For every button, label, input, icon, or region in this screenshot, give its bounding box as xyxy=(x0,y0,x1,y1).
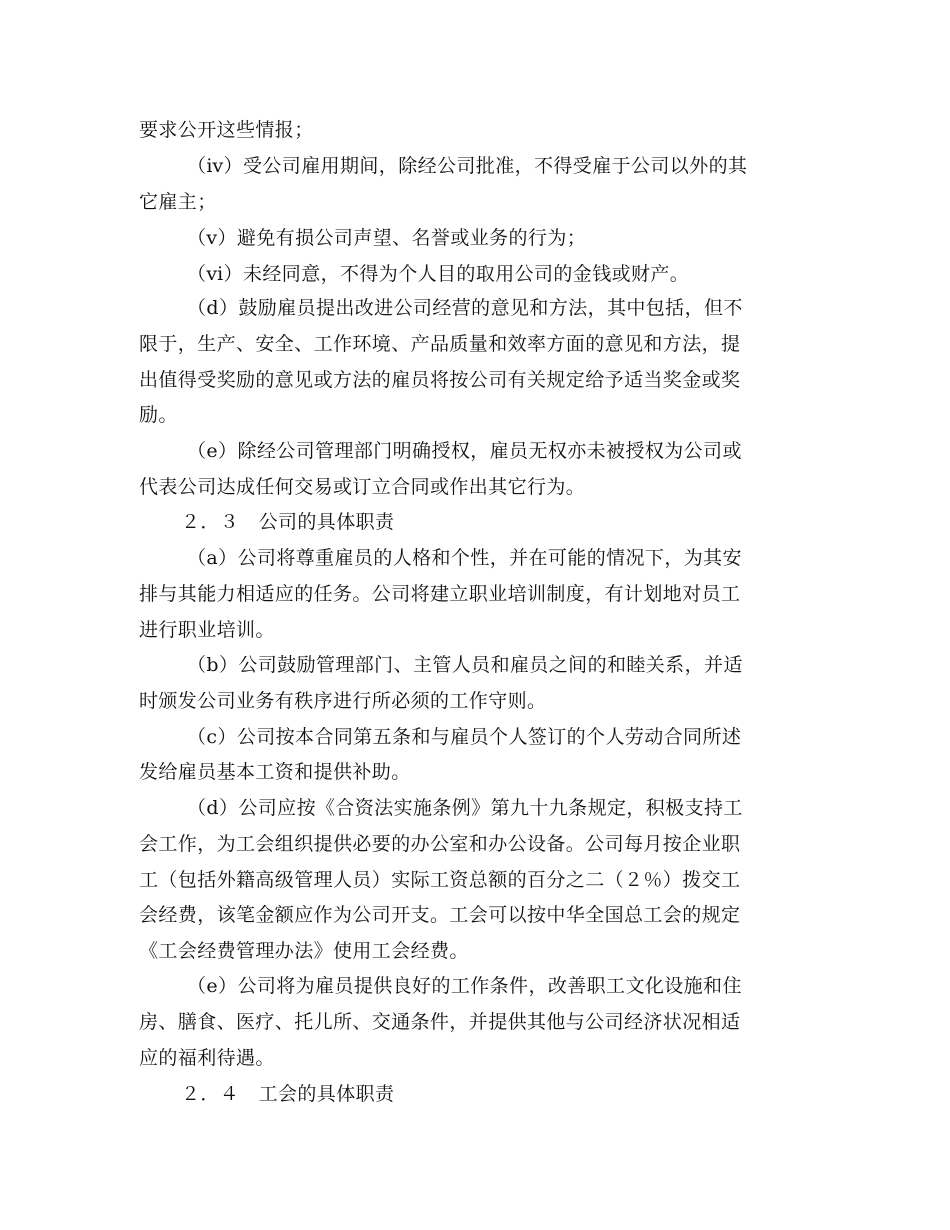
paragraph-line: 出值得受奖励的意见或方法的雇员将按公司有关规定给予适当奖金或奖 xyxy=(139,369,741,391)
paragraph-line: （a）公司将尊重雇员的人格和个性，并在可能的情况下，为其安 xyxy=(187,547,742,569)
paragraph-line: 房、膳食、医疗、托儿所、交通条件，并提供其他与公司经济状况相适 xyxy=(139,1011,741,1033)
paragraph-line: 会工作，为工会组织提供必要的办公室和办公设备。公司每月按企业职 xyxy=(139,833,741,855)
paragraph-line: 励。 xyxy=(139,404,178,426)
paragraph-line: 应的福利待遇。 xyxy=(139,1047,275,1069)
paragraph-line: （e）除经公司管理部门明确授权，雇员无权亦未被授权为公司或 xyxy=(187,440,742,462)
paragraph-line: 时颁发公司业务有秩序进行所必须的工作守则。 xyxy=(139,690,547,712)
paragraph-line: （ⅴ）避免有损公司声望、名誉或业务的行为； xyxy=(187,227,587,249)
paragraph-line: （e）公司将为雇员提供良好的工作条件，改善职工文化设施和住 xyxy=(187,975,742,997)
paragraph-line: （d）鼓励雇员提出改进公司经营的意见和方法，其中包括，但不 xyxy=(187,297,743,319)
paragraph-line: 要求公开这些情报； xyxy=(139,119,314,141)
paragraph-line: 发给雇员基本工资和提供补助。 xyxy=(139,761,411,783)
paragraph-line: 它雇主； xyxy=(139,191,217,213)
paragraph-line: 限于，生产、安全、工作环境、产品质量和效率方面的意见和方法，提 xyxy=(139,333,741,355)
section-heading: ２．４ 工会的具体职责 xyxy=(181,1083,395,1105)
paragraph-line: （c）公司按本合同第五条和与雇员个人签订的个人劳动合同所述 xyxy=(187,726,742,748)
paragraph-line: 《工会经费管理办法》使用工会经费。 xyxy=(139,940,469,962)
paragraph-line: 进行职业培训。 xyxy=(139,619,275,641)
paragraph-line: 工（包括外籍高级管理人员）实际工资总额的百分之二（２％）拨交工 xyxy=(139,869,741,891)
section-heading: ２．３ 公司的具体职责 xyxy=(181,511,395,533)
paragraph-line: （ⅵ）未经同意，不得为个人目的取用公司的金钱或财产。 xyxy=(187,263,690,285)
paragraph-line: （d）公司应按《合资法实施条例》第九十九条规定，积极支持工 xyxy=(187,797,743,819)
paragraph-line: （b）公司鼓励管理部门、主管人员和雇员之间的和睦关系，并适 xyxy=(187,654,743,676)
paragraph-line: 会经费，该笔金额应作为公司开支。工会可以按中华全国总工会的规定 xyxy=(139,904,741,926)
paragraph-line: 排与其能力相适应的任务。公司将建立职业培训制度，有计划地对员工 xyxy=(139,583,741,605)
paragraph-line: 代表公司达成任何交易或订立合同或作出其它行为。 xyxy=(139,476,586,498)
paragraph-line: （ⅳ）受公司雇用期间，除经公司批准，不得受雇于公司以外的其 xyxy=(187,155,748,177)
